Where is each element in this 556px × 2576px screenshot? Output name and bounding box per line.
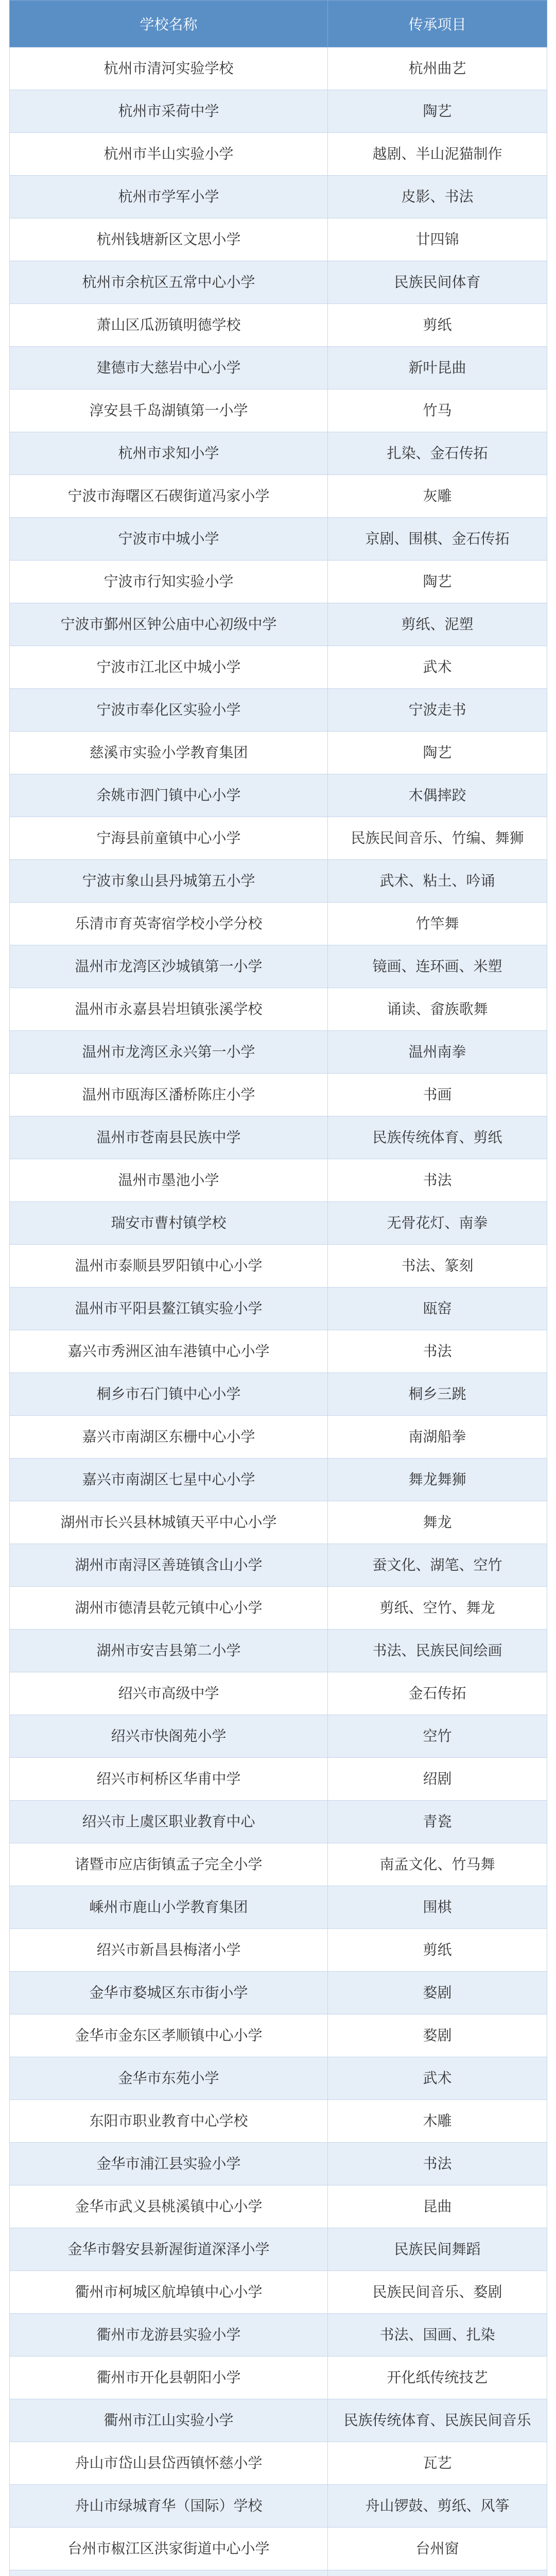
heritage-project-cell: 廿四锦 — [328, 218, 547, 261]
table-row — [10, 1245, 547, 1287]
school-name-cell — [10, 2570, 328, 2576]
heritage-project-cell: 金石传拓 — [328, 1672, 547, 1715]
heritage-project-cell: 民族传统体育、剪纸 — [328, 1116, 547, 1159]
table-row — [10, 1116, 547, 1159]
table-row — [10, 1587, 547, 1630]
table-row — [10, 903, 547, 945]
table-row — [10, 1373, 547, 1416]
table-row — [10, 1843, 547, 1886]
heritage-project-cell: 剪纸 — [328, 304, 547, 347]
school-name-cell: 建德市大慈岩中心小学 — [10, 347, 328, 389]
table-row — [10, 1202, 547, 1245]
school-name-cell: 金华市东苑小学 — [10, 2057, 328, 2100]
table-row — [10, 432, 547, 475]
school-name-cell: 金华市婺城区东市街小学 — [10, 1972, 328, 2014]
school-name-cell: 嘉兴市秀洲区油车港镇中心小学 — [10, 1330, 328, 1373]
heritage-project-cell: 书法 — [328, 1330, 547, 1373]
school-name-cell: 宁波市行知实验小学 — [10, 561, 328, 603]
heritage-project-cell: 蚕文化、湖笔、空竹 — [328, 1544, 547, 1587]
heritage-project-cell: 武术 — [328, 2057, 547, 2100]
heritage-project-cell: 灰雕 — [328, 475, 547, 518]
school-name-cell: 宁海县前童镇中心小学 — [10, 817, 328, 860]
heritage-project-cell: 竹马 — [328, 389, 547, 432]
heritage-project-cell: 宁波走书 — [328, 689, 547, 732]
heritage-project-cell: 陶艺 — [328, 732, 547, 774]
table-row — [10, 1758, 547, 1801]
table-row — [10, 1715, 547, 1758]
heritage-project-cell: 民族民间体育 — [328, 261, 547, 304]
heritage-project-cell: 舞龙舞狮 — [328, 1459, 547, 1501]
table-row — [10, 218, 547, 261]
heritage-project-cell: 木雕 — [328, 2100, 547, 2143]
table-row — [10, 261, 547, 304]
heritage-project-cell: 书法、国画、扎染 — [328, 2314, 547, 2357]
school-name-cell: 湖州市南浔区善琏镇含山小学 — [10, 1544, 328, 1587]
school-name-cell: 乐清市育英寄宿学校小学分校 — [10, 903, 328, 945]
header-heritage-project: 传承项目 — [328, 1, 547, 47]
heritage-project-cell: 书法、篆刻 — [328, 1245, 547, 1287]
table-row — [10, 2057, 547, 2100]
table-row — [10, 1074, 547, 1116]
heritage-project-cell: 剪纸、空竹、舞龙 — [328, 1587, 547, 1630]
school-name-cell: 温州市平阳县鳌江镇实验小学 — [10, 1287, 328, 1330]
table-row — [10, 2100, 547, 2143]
school-name-cell: 杭州市学军小学 — [10, 176, 328, 218]
school-name-cell: 温州市永嘉县岩坦镇张溪学校 — [10, 988, 328, 1031]
heritage-project-cell: 台州窗 — [328, 2528, 547, 2570]
school-name-cell: 嘉兴市南湖区七星中心小学 — [10, 1459, 328, 1501]
heritage-project-cell: 书法 — [328, 2143, 547, 2185]
table-row — [10, 1886, 547, 1929]
heritage-project-cell: 武术、粘土、吟诵 — [328, 860, 547, 903]
school-name-cell: 杭州市清河实验学校 — [10, 47, 328, 90]
table-row — [10, 1501, 547, 1544]
table-row — [10, 1159, 547, 1202]
heritage-project-cell: 围棋 — [328, 1886, 547, 1929]
heritage-project-cell: 书法、民族民间绘画 — [328, 1630, 547, 1672]
heritage-project-cell: 空竹 — [328, 1715, 547, 1758]
table-row — [10, 732, 547, 774]
heritage-project-cell: 扎染、金石传拓 — [328, 432, 547, 475]
school-name-cell: 余姚市泗门镇中心小学 — [10, 774, 328, 817]
school-name-cell: 宁波市象山县丹城第五小学 — [10, 860, 328, 903]
table-row — [10, 90, 547, 133]
heritage-project-cell: 民族传统体育、民族民间音乐 — [328, 2399, 547, 2442]
table-header-row — [10, 1, 547, 47]
table-row — [10, 1416, 547, 1459]
school-name-cell: 湖州市德清县乾元镇中心小学 — [10, 1587, 328, 1630]
school-name-cell: 衢州市江山实验小学 — [10, 2399, 328, 2442]
heritage-project-cell: 南湖船拳 — [328, 1416, 547, 1459]
school-name-cell: 金华市武义县桃溪镇中心小学 — [10, 2185, 328, 2228]
school-name-cell: 宁波市奉化区实验小学 — [10, 689, 328, 732]
school-name-cell: 绍兴市高级中学 — [10, 1672, 328, 1715]
school-name-cell: 杭州市半山实验小学 — [10, 133, 328, 176]
heritage-project-cell: 杭州曲艺 — [328, 47, 547, 90]
table-row — [10, 774, 547, 817]
table-row — [10, 2528, 547, 2570]
heritage-project-cell: 舟山锣鼓、剪纸、风筝 — [328, 2485, 547, 2528]
table-row — [10, 1459, 547, 1501]
heritage-project-cell: 南孟文化、竹马舞 — [328, 1843, 547, 1886]
table-row — [10, 1801, 547, 1843]
school-name-cell: 嘉兴市南湖区东栅中心小学 — [10, 1416, 328, 1459]
table-row — [10, 47, 547, 90]
school-name-cell: 舟山市岱山县岱西镇怀慈小学 — [10, 2442, 328, 2485]
table-row — [10, 1330, 547, 1373]
table-row — [10, 133, 547, 176]
heritage-project-cell: 瓯窑 — [328, 1287, 547, 1330]
table-row — [10, 518, 547, 561]
school-name-cell: 衢州市柯城区航埠镇中心小学 — [10, 2271, 328, 2314]
heritage-project-cell: 京剧、围棋、金石传拓 — [328, 518, 547, 561]
school-name-cell: 嵊州市鹿山小学教育集团 — [10, 1886, 328, 1929]
heritage-project-cell: 温州南拳 — [328, 1031, 547, 1074]
school-name-cell: 杭州市余杭区五常中心小学 — [10, 261, 328, 304]
heritage-project-cell — [328, 2570, 547, 2576]
school-name-cell: 温州市苍南县民族中学 — [10, 1116, 328, 1159]
table-row — [10, 945, 547, 988]
heritage-project-cell: 皮影、书法 — [328, 176, 547, 218]
heritage-project-cell: 武术 — [328, 646, 547, 689]
heritage-project-cell: 诵读、畲族歌舞 — [328, 988, 547, 1031]
table-row — [10, 1544, 547, 1587]
table-row — [10, 689, 547, 732]
heritage-project-cell: 竹竿舞 — [328, 903, 547, 945]
table-row — [10, 1031, 547, 1074]
school-name-cell: 诸暨市应店街镇孟子完全小学 — [10, 1843, 328, 1886]
school-name-cell: 宁波市江北区中城小学 — [10, 646, 328, 689]
table-row — [10, 2399, 547, 2442]
table-row — [10, 2442, 547, 2485]
school-name-cell: 绍兴市新昌县梅渚小学 — [10, 1929, 328, 1972]
table-row — [10, 1287, 547, 1330]
school-name-cell: 杭州市采荷中学 — [10, 90, 328, 133]
table-row — [10, 2228, 547, 2271]
school-name-cell: 慈溪市实验小学教育集团 — [10, 732, 328, 774]
heritage-project-cell: 民族民间音乐、婺剧 — [328, 2271, 547, 2314]
school-name-cell: 东阳市职业教育中心学校 — [10, 2100, 328, 2143]
table-row — [10, 1972, 547, 2014]
table-row — [10, 389, 547, 432]
school-name-cell: 淳安县千岛湖镇第一小学 — [10, 389, 328, 432]
school-heritage-table — [9, 0, 547, 2576]
school-name-cell: 宁波市海曙区石碶街道冯家小学 — [10, 475, 328, 518]
table-row — [10, 561, 547, 603]
school-name-cell: 温州市龙湾区沙城镇第一小学 — [10, 945, 328, 988]
heritage-project-cell: 越剧、半山泥猫制作 — [328, 133, 547, 176]
table-row — [10, 176, 547, 218]
heritage-project-cell: 无骨花灯、南拳 — [328, 1202, 547, 1245]
table-row — [10, 1630, 547, 1672]
heritage-project-cell: 婺剧 — [328, 1972, 547, 2014]
school-name-cell: 温州市龙湾区永兴第一小学 — [10, 1031, 328, 1074]
school-name-cell: 衢州市龙游县实验小学 — [10, 2314, 328, 2357]
table-row — [10, 646, 547, 689]
heritage-project-cell: 桐乡三跳 — [328, 1373, 547, 1416]
header-school-name: 学校名称 — [10, 1, 328, 47]
school-name-cell: 舟山市绿城育华（国际）学校 — [10, 2485, 328, 2528]
heritage-project-cell: 开化纸传统技艺 — [328, 2357, 547, 2399]
school-name-cell: 绍兴市柯桥区华甫中学 — [10, 1758, 328, 1801]
school-name-cell: 绍兴市快阁苑小学 — [10, 1715, 328, 1758]
school-name-cell: 温州市瓯海区潘桥陈庄小学 — [10, 1074, 328, 1116]
heritage-project-cell: 民族民间音乐、竹编、舞狮 — [328, 817, 547, 860]
heritage-project-cell: 舞龙 — [328, 1501, 547, 1544]
table-row — [10, 603, 547, 646]
heritage-project-cell: 木偶摔跤 — [328, 774, 547, 817]
school-name-cell: 萧山区瓜沥镇明德学校 — [10, 304, 328, 347]
table-row — [10, 2143, 547, 2185]
school-name-cell: 衢州市开化县朝阳小学 — [10, 2357, 328, 2399]
heritage-project-cell: 剪纸、泥塑 — [328, 603, 547, 646]
table-row — [10, 1929, 547, 1972]
heritage-project-cell: 陶艺 — [328, 561, 547, 603]
school-name-cell: 宁波市中城小学 — [10, 518, 328, 561]
table-row — [10, 2271, 547, 2314]
table-row — [10, 347, 547, 389]
school-name-cell: 湖州市安吉县第二小学 — [10, 1630, 328, 1672]
school-name-cell: 瑞安市曹村镇学校 — [10, 1202, 328, 1245]
table-row — [10, 2014, 547, 2057]
school-name-cell: 杭州钱塘新区文思小学 — [10, 218, 328, 261]
heritage-project-cell: 昆曲 — [328, 2185, 547, 2228]
table-row — [10, 304, 547, 347]
heritage-project-cell: 瓦艺 — [328, 2442, 547, 2485]
table-row — [10, 2485, 547, 2528]
table-row — [10, 1672, 547, 1715]
school-name-cell: 温州市泰顺县罗阳镇中心小学 — [10, 1245, 328, 1287]
school-name-cell: 温州市墨池小学 — [10, 1159, 328, 1202]
heritage-project-cell: 镜画、连环画、米塑 — [328, 945, 547, 988]
table-row — [10, 2185, 547, 2228]
school-name-cell: 金华市金东区孝顺镇中心小学 — [10, 2014, 328, 2057]
table-row — [10, 2570, 547, 2576]
table-row — [10, 2314, 547, 2357]
heritage-project-cell: 书法 — [328, 1159, 547, 1202]
school-name-cell: 台州市椒江区洪家街道中心小学 — [10, 2528, 328, 2570]
table-row — [10, 2357, 547, 2399]
school-name-cell: 杭州市求知小学 — [10, 432, 328, 475]
school-name-cell: 金华市浦江县实验小学 — [10, 2143, 328, 2185]
heritage-project-cell: 新叶昆曲 — [328, 347, 547, 389]
heritage-project-cell: 书画 — [328, 1074, 547, 1116]
heritage-project-cell: 陶艺 — [328, 90, 547, 133]
school-name-cell: 宁波市鄞州区钟公庙中心初级中学 — [10, 603, 328, 646]
table-row — [10, 817, 547, 860]
heritage-project-cell: 民族民间舞蹈 — [328, 2228, 547, 2271]
school-name-cell: 绍兴市上虞区职业教育中心 — [10, 1801, 328, 1843]
heritage-project-cell: 婺剧 — [328, 2014, 547, 2057]
heritage-project-cell: 青瓷 — [328, 1801, 547, 1843]
table-body — [10, 47, 547, 2576]
table-row — [10, 988, 547, 1031]
heritage-project-cell: 剪纸 — [328, 1929, 547, 1972]
heritage-project-cell: 绍剧 — [328, 1758, 547, 1801]
school-name-cell: 金华市磐安县新渥街道深泽小学 — [10, 2228, 328, 2271]
table-row — [10, 860, 547, 903]
school-name-cell: 桐乡市石门镇中心小学 — [10, 1373, 328, 1416]
table-row — [10, 475, 547, 518]
school-name-cell: 湖州市长兴县林城镇天平中心小学 — [10, 1501, 328, 1544]
